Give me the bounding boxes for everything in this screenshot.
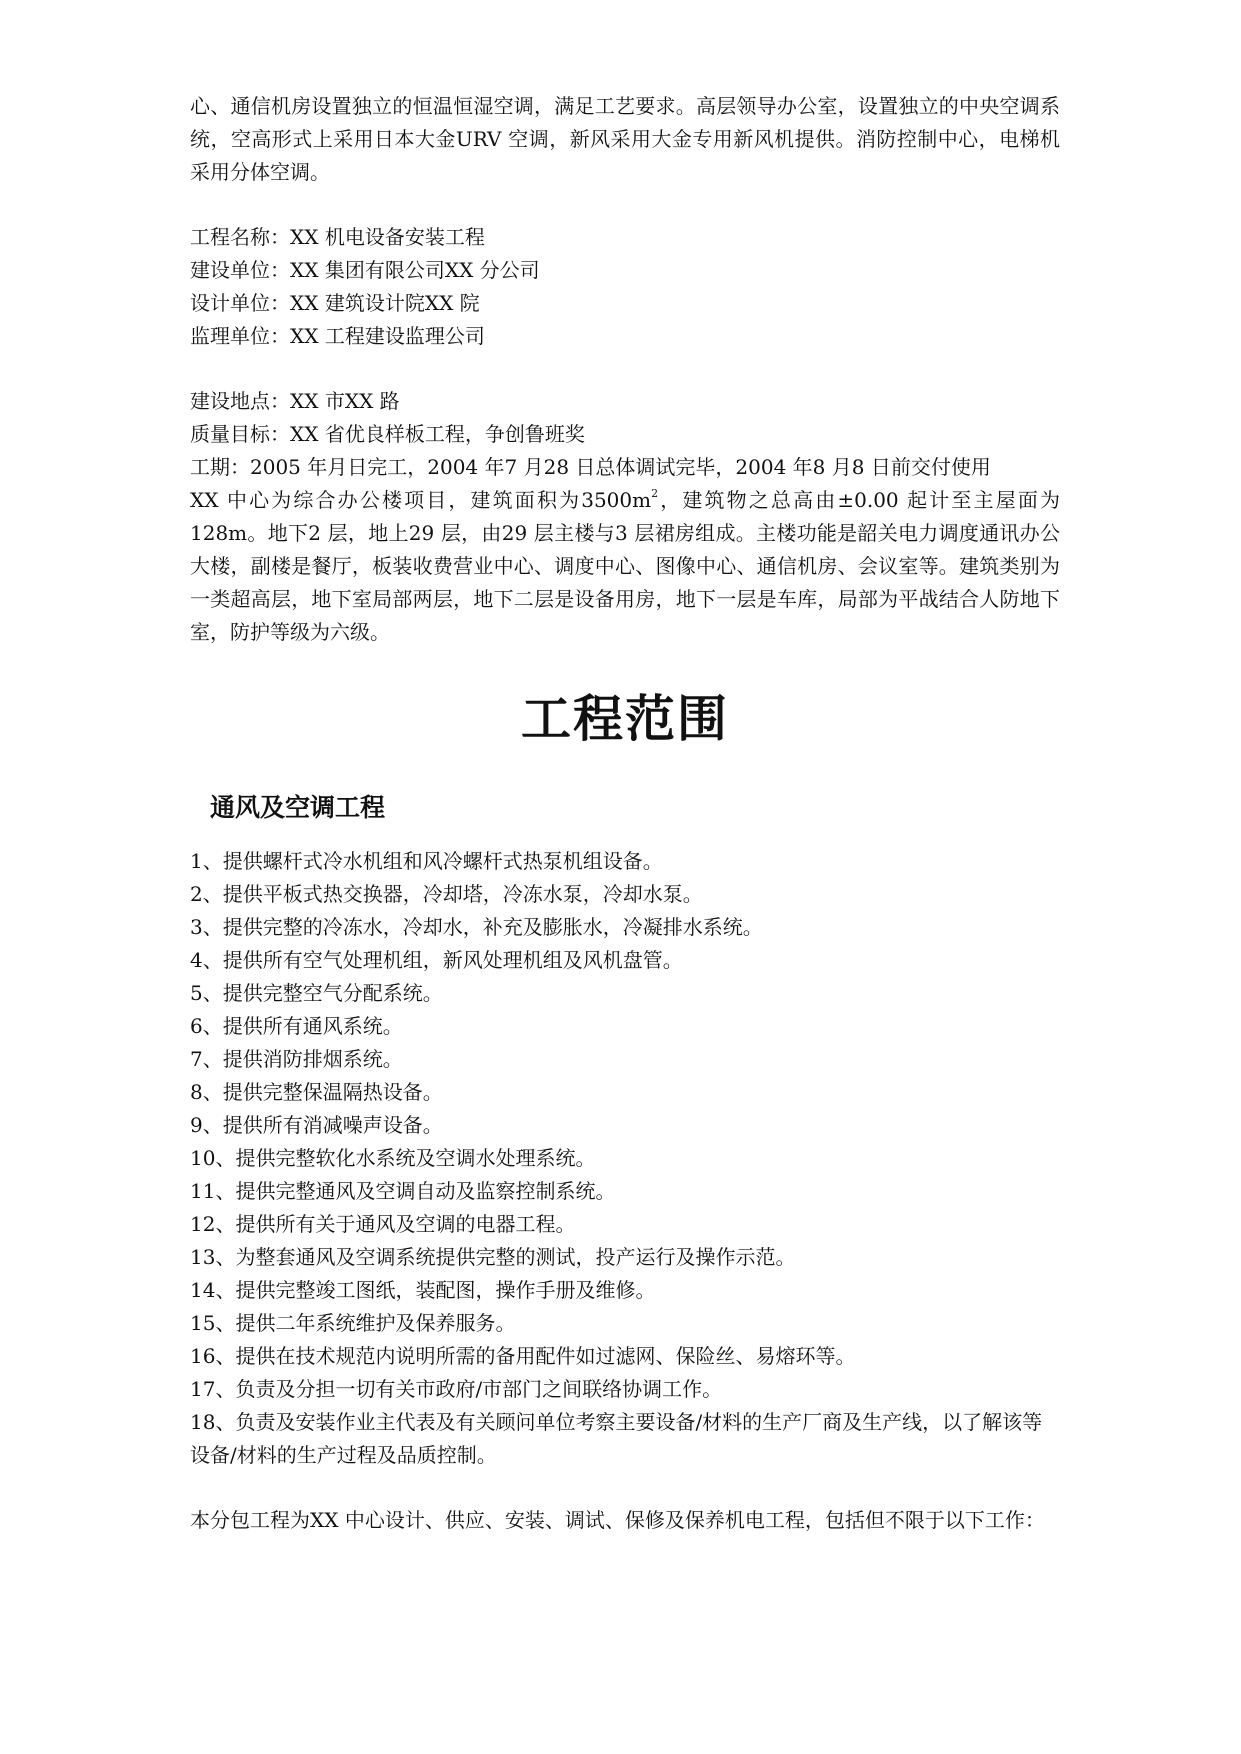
site-info-section (190, 385, 1060, 649)
list-item: 11、提供完整通风及空调自动及监察控制系统。 (190, 1179, 616, 1203)
list-item: 8、提供完整保温隔热设备。 (190, 1080, 443, 1104)
building-description-part1: XX 中心为综合办公楼项目，建筑面积为3500m (190, 488, 652, 512)
list-item: 2、提供平板式热交换器，冷却塔，冷冻水泵，冷却水泵。 (190, 882, 703, 906)
supervision-unit: 监理单位：XX 工程建设监理公司 (190, 324, 485, 348)
list-item: 9、提供所有消减噪声设备。 (190, 1113, 443, 1137)
intro-paragraph: 心、通信机房设置独立的恒温恒湿空调，满足工艺要求。高层领导办公室，设置独立的中央空调系统，空高形式上采用日本大金URV 空调，新风采用大金专用新风机提供。消防控制中心，电梯机采用分体空调。 (190, 94, 1060, 184)
construction-period: 工期：2005 年月日完工，2004 年7 月28 日总体调试完毕，2004 年8 月8 日前交付使用 (190, 455, 991, 479)
section-title: 工程范围 (521, 689, 729, 748)
project-info-section (190, 221, 1060, 353)
list-item: 1、提供螺杆式冷水机组和风冷螺杆式热泵机组设备。 (190, 849, 663, 873)
intro-section (190, 90, 1060, 189)
design-unit: 设计单位：XX 建筑设计院XX 院 (190, 291, 480, 315)
section-subtitle: 通风及空调工程 (210, 793, 386, 822)
building-description-part2: ，建筑物之总高由±0.00 起计至主屋面为128m。地下2 层，地上29 层，由29 层主楼与3 层裙房组成。主楼功能是韶关电力调度通讯办公大楼，副楼是餐厅，板装收费营业中心、调度中心、图像中心、通信机房、会议室等。建筑类别为一类超高层，地下室局部两层，地下二层是设备用房，地下一层是车库，局部为平战结合人防地下室，防护等级为六级。 (190, 488, 1060, 644)
list-item: 14、提供完整竣工图纸，装配图，操作手册及维修。 (190, 1278, 656, 1302)
area-superscript: 2 (651, 487, 659, 500)
list-item: 12、提供所有关于通风及空调的电器工程。 (190, 1212, 576, 1236)
building-description (190, 484, 1060, 649)
list-item: 6、提供所有通风系统。 (190, 1014, 403, 1038)
quality-target: 质量目标：XX 省优良样板工程，争创鲁班奖 (190, 422, 585, 446)
project-name: 工程名称：XX 机电设备安装工程 (190, 225, 485, 249)
closing-paragraph: 本分包工程为XX 中心设计、供应、安装、调试、保修及保养机电工程，包括但不限于以下工作： (190, 1508, 1045, 1532)
list-item: 17、负责及分担一切有关市政府/市部门之间联络协调工作。 (190, 1377, 723, 1401)
list-item: 4、提供所有空气处理机组，新风处理机组及风机盘管。 (190, 948, 683, 972)
scope-list (190, 845, 1060, 1472)
document-page (190, 90, 1060, 1537)
list-item: 13、为整套通风及空调系统提供完整的测试，投产运行及操作示范。 (190, 1245, 796, 1269)
list-item: 15、提供二年系统维护及保养服务。 (190, 1311, 516, 1335)
list-item: 7、提供消防排烟系统。 (190, 1047, 403, 1071)
list-item: 18、负责及安装作业主代表及有关顾问单位考察主要设备/材料的生产厂商及生产线，以了解该等设备/材料的生产过程及品质控制。 (190, 1410, 1043, 1467)
list-item: 5、提供完整空气分配系统。 (190, 981, 443, 1005)
construction-unit: 建设单位：XX 集团有限公司XX 分公司 (190, 258, 540, 282)
list-item: 3、提供完整的冷冻水，冷却水，补充及膨胀水，冷凝排水系统。 (190, 915, 763, 939)
list-item: 10、提供完整软化水系统及空调水处理系统。 (190, 1146, 596, 1170)
site-location: 建设地点：XX 市XX 路 (190, 389, 400, 413)
list-item: 16、提供在技术规范内说明所需的备用配件如过滤网、保险丝、易熔环等。 (190, 1344, 856, 1368)
